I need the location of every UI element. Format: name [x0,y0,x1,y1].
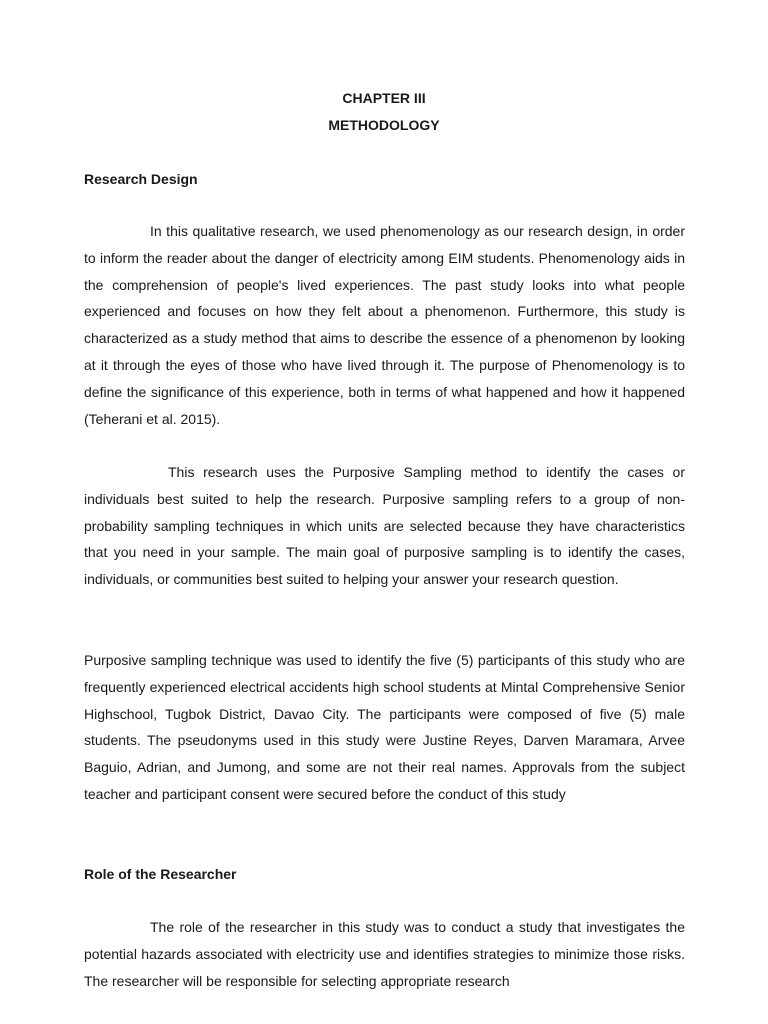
chapter-title: METHODOLOGY [328,117,440,133]
chapter-number: CHAPTER III [342,90,426,106]
paragraph-purposive-sampling-method: This research uses the Purposive Sampling method to identify the cases or individuals best suited to help the research. Purposive sampling refers to a group of non-probability sampling techniques in which units are selected because they have characteristics that you need in your sample. The main goal of purposive sampling is to identify the cases, individuals, or communities best suited to helping your answer your research question. [84,464,685,588]
paragraph-participants: Purposive sampling technique was used to identify the five (5) participants of this study who are frequently experienced electrical accidents high school students at Mintal Comprehensive Senior Highschool, Tugbok District, Davao City. The participants were composed of five (5) male students. The pseudonyms used in this study were Justine Reyes, Darven Maramara, Arvee Baguio, Adrian, and Jumong, and some are not their real names. Approvals from the subject teacher and participant consent were secured before the conduct of this study [84,652,685,802]
section-heading-role-of-researcher: Role of the Researcher [84,866,237,882]
paragraph-researcher-role: The role of the researcher in this study was to conduct a study that investigates the potential hazards associated with electricity use and identifies strategies to minimize those risks. The researcher will be responsible for selecting appropriate research [84,919,685,989]
paragraph-phenomenology: In this qualitative research, we used phenomenology as our research design, in order to inform the reader about the danger of electricity among EIM students. Phenomenology aids in the comprehension of people's lived experiences. The past study looks into what people experienced and focuses on how they felt about a phenomenon. Furthermore, this study is characterized as a study method that aims to describe the essence of a phenomenon by looking at it through the eyes of those who have lived through it. The purpose of Phenomenology is to define the significance of this experience, both in terms of what happened and how it happened (Teherani et al. 2015). [84,223,685,427]
section-heading-research-design: Research Design [84,171,198,187]
